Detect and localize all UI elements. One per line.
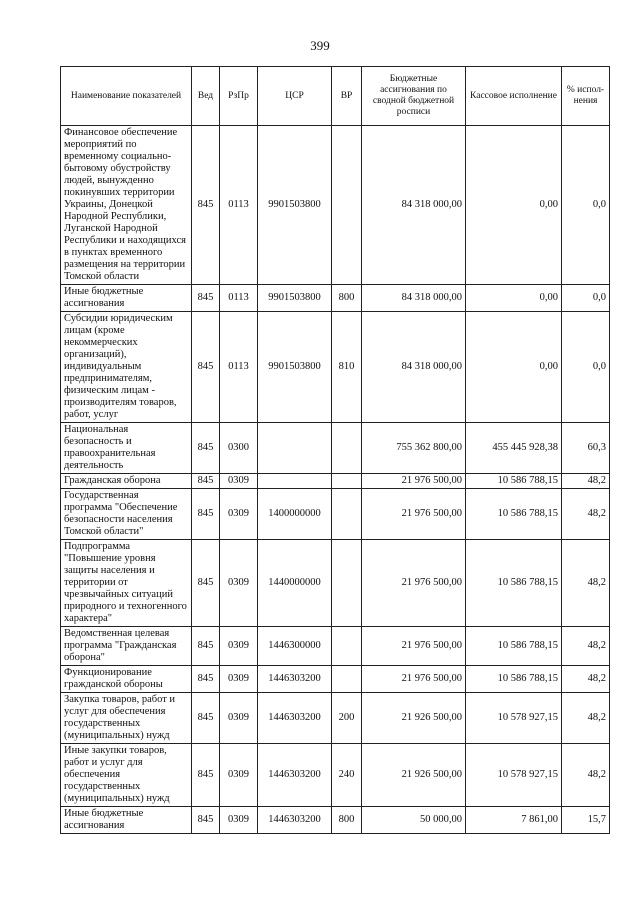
table-row <box>61 744 610 807</box>
row-budget: 21 976 500,00 <box>362 474 466 489</box>
table-row <box>61 666 610 693</box>
row-budget: 84 318 000,00 <box>362 126 466 285</box>
row-csr: 1446303200 <box>258 666 332 693</box>
header-budget: Бюджетные ассигнования по сводной бюджетной росписи <box>362 67 466 126</box>
table-row <box>61 489 610 540</box>
row-percent: 48,2 <box>562 627 610 666</box>
row-csr: 9901503800 <box>258 285 332 312</box>
row-budget: 21 976 500,00 <box>362 627 466 666</box>
row-rzpr: 0309 <box>220 666 258 693</box>
row-cash: 10 586 788,15 <box>466 540 562 627</box>
row-percent: 48,2 <box>562 744 610 807</box>
row-budget: 84 318 000,00 <box>362 312 466 423</box>
row-csr: 1446300000 <box>258 627 332 666</box>
row-csr: 1440000000 <box>258 540 332 627</box>
row-percent: 0,0 <box>562 285 610 312</box>
row-vr <box>332 423 362 474</box>
row-name: Подпрограмма "Повышение уровня защиты населения и территории от чрезвычайных ситуаций природного и техногенного характера" <box>61 540 192 627</box>
row-budget: 21 926 500,00 <box>362 744 466 807</box>
row-name: Национальная безопасность и правоохранительная деятельность <box>61 423 192 474</box>
table-row <box>61 540 610 627</box>
row-rzpr: 0309 <box>220 744 258 807</box>
row-vr: 200 <box>332 693 362 744</box>
row-ved: 845 <box>192 489 220 540</box>
row-cash: 0,00 <box>466 312 562 423</box>
row-cash: 10 586 788,15 <box>466 666 562 693</box>
row-ved: 845 <box>192 126 220 285</box>
row-name: Государственная программа "Обеспечение безопасности населения Томской области" <box>61 489 192 540</box>
row-rzpr: 0309 <box>220 693 258 744</box>
row-ved: 845 <box>192 807 220 834</box>
row-budget: 50 000,00 <box>362 807 466 834</box>
row-name: Закупка товаров, работ и услуг для обеспечения государственных (муниципальных) нужд <box>61 693 192 744</box>
header-ved: Вед <box>192 67 220 126</box>
row-vr: 810 <box>332 312 362 423</box>
row-csr: 9901503800 <box>258 312 332 423</box>
row-csr <box>258 474 332 489</box>
row-percent: 0,0 <box>562 126 610 285</box>
page-number: 399 <box>310 38 330 53</box>
header-vr: ВР <box>332 67 362 126</box>
row-percent: 48,2 <box>562 474 610 489</box>
row-cash: 10 578 927,15 <box>466 693 562 744</box>
row-name: Иные бюджетные ассигнования <box>61 285 192 312</box>
row-rzpr: 0309 <box>220 489 258 540</box>
row-name: Гражданская оборона <box>61 474 192 489</box>
row-budget: 84 318 000,00 <box>362 285 466 312</box>
table-header-row <box>61 67 610 126</box>
row-name: Функционирование гражданской обороны <box>61 666 192 693</box>
row-percent: 0,0 <box>562 312 610 423</box>
row-name: Иные закупки товаров, работ и услуг для обеспечения государственных (муниципальных) нужд <box>61 744 192 807</box>
row-rzpr: 0309 <box>220 474 258 489</box>
table-row <box>61 285 610 312</box>
row-percent: 48,2 <box>562 693 610 744</box>
row-csr: 1446303200 <box>258 744 332 807</box>
row-budget: 21 926 500,00 <box>362 693 466 744</box>
row-budget: 755 362 800,00 <box>362 423 466 474</box>
row-budget: 21 976 500,00 <box>362 489 466 540</box>
row-percent: 15,7 <box>562 807 610 834</box>
row-cash: 7 861,00 <box>466 807 562 834</box>
row-ved: 845 <box>192 285 220 312</box>
row-cash: 10 586 788,15 <box>466 474 562 489</box>
header-cash: Кассовое исполнение <box>466 67 562 126</box>
table-row <box>61 312 610 423</box>
row-rzpr: 0309 <box>220 807 258 834</box>
row-name: Финансовое обеспечение мероприятий по временному социально-бытовому обустройству людей, вынужденно покинувших территории Украины, Донецкой Народной Республики, Луганской Народной Республики и находящихся в пунктах временного размещения на территории Томской области <box>61 126 192 285</box>
row-rzpr: 0309 <box>220 627 258 666</box>
table-row <box>61 807 610 834</box>
row-cash: 10 586 788,15 <box>466 627 562 666</box>
row-vr: 800 <box>332 807 362 834</box>
row-ved: 845 <box>192 666 220 693</box>
row-vr: 240 <box>332 744 362 807</box>
header-csr: ЦСР <box>258 67 332 126</box>
row-rzpr: 0300 <box>220 423 258 474</box>
row-ved: 845 <box>192 540 220 627</box>
row-cash: 10 586 788,15 <box>466 489 562 540</box>
row-cash: 455 445 928,38 <box>466 423 562 474</box>
row-budget: 21 976 500,00 <box>362 540 466 627</box>
row-name: Иные бюджетные ассигнования <box>61 807 192 834</box>
row-vr <box>332 540 362 627</box>
row-ved: 845 <box>192 474 220 489</box>
table-row <box>61 126 610 285</box>
row-csr: 9901503800 <box>258 126 332 285</box>
row-cash: 10 578 927,15 <box>466 744 562 807</box>
row-name: Ведомственная целевая программа "Гражданская оборона" <box>61 627 192 666</box>
row-csr: 1400000000 <box>258 489 332 540</box>
row-vr <box>332 126 362 285</box>
row-ved: 845 <box>192 693 220 744</box>
row-ved: 845 <box>192 312 220 423</box>
row-budget: 21 976 500,00 <box>362 666 466 693</box>
row-percent: 48,2 <box>562 489 610 540</box>
row-vr <box>332 627 362 666</box>
table-row <box>61 474 610 489</box>
row-rzpr: 0113 <box>220 312 258 423</box>
table-row <box>61 693 610 744</box>
row-name: Субсидии юридическим лицам (кроме некоммерческих организаций), индивидуальным предпринимателям, физическим лицам - производителям товаров, работ, услуг <box>61 312 192 423</box>
budget-table <box>60 66 610 834</box>
row-vr <box>332 666 362 693</box>
row-cash: 0,00 <box>466 126 562 285</box>
row-ved: 845 <box>192 627 220 666</box>
row-csr: 1446303200 <box>258 693 332 744</box>
row-vr: 800 <box>332 285 362 312</box>
header-name: Наименование показателей <box>61 67 192 126</box>
row-rzpr: 0113 <box>220 285 258 312</box>
row-vr <box>332 474 362 489</box>
row-rzpr: 0309 <box>220 540 258 627</box>
row-csr: 1446303200 <box>258 807 332 834</box>
table-row <box>61 627 610 666</box>
header-percent: % испол-нения <box>562 67 610 126</box>
row-percent: 48,2 <box>562 540 610 627</box>
header-rzpr: РзПр <box>220 67 258 126</box>
table-row <box>61 423 610 474</box>
row-csr <box>258 423 332 474</box>
row-ved: 845 <box>192 744 220 807</box>
table-body <box>61 126 610 834</box>
row-percent: 60,3 <box>562 423 610 474</box>
row-rzpr: 0113 <box>220 126 258 285</box>
row-ved: 845 <box>192 423 220 474</box>
row-percent: 48,2 <box>562 666 610 693</box>
row-vr <box>332 489 362 540</box>
row-cash: 0,00 <box>466 285 562 312</box>
